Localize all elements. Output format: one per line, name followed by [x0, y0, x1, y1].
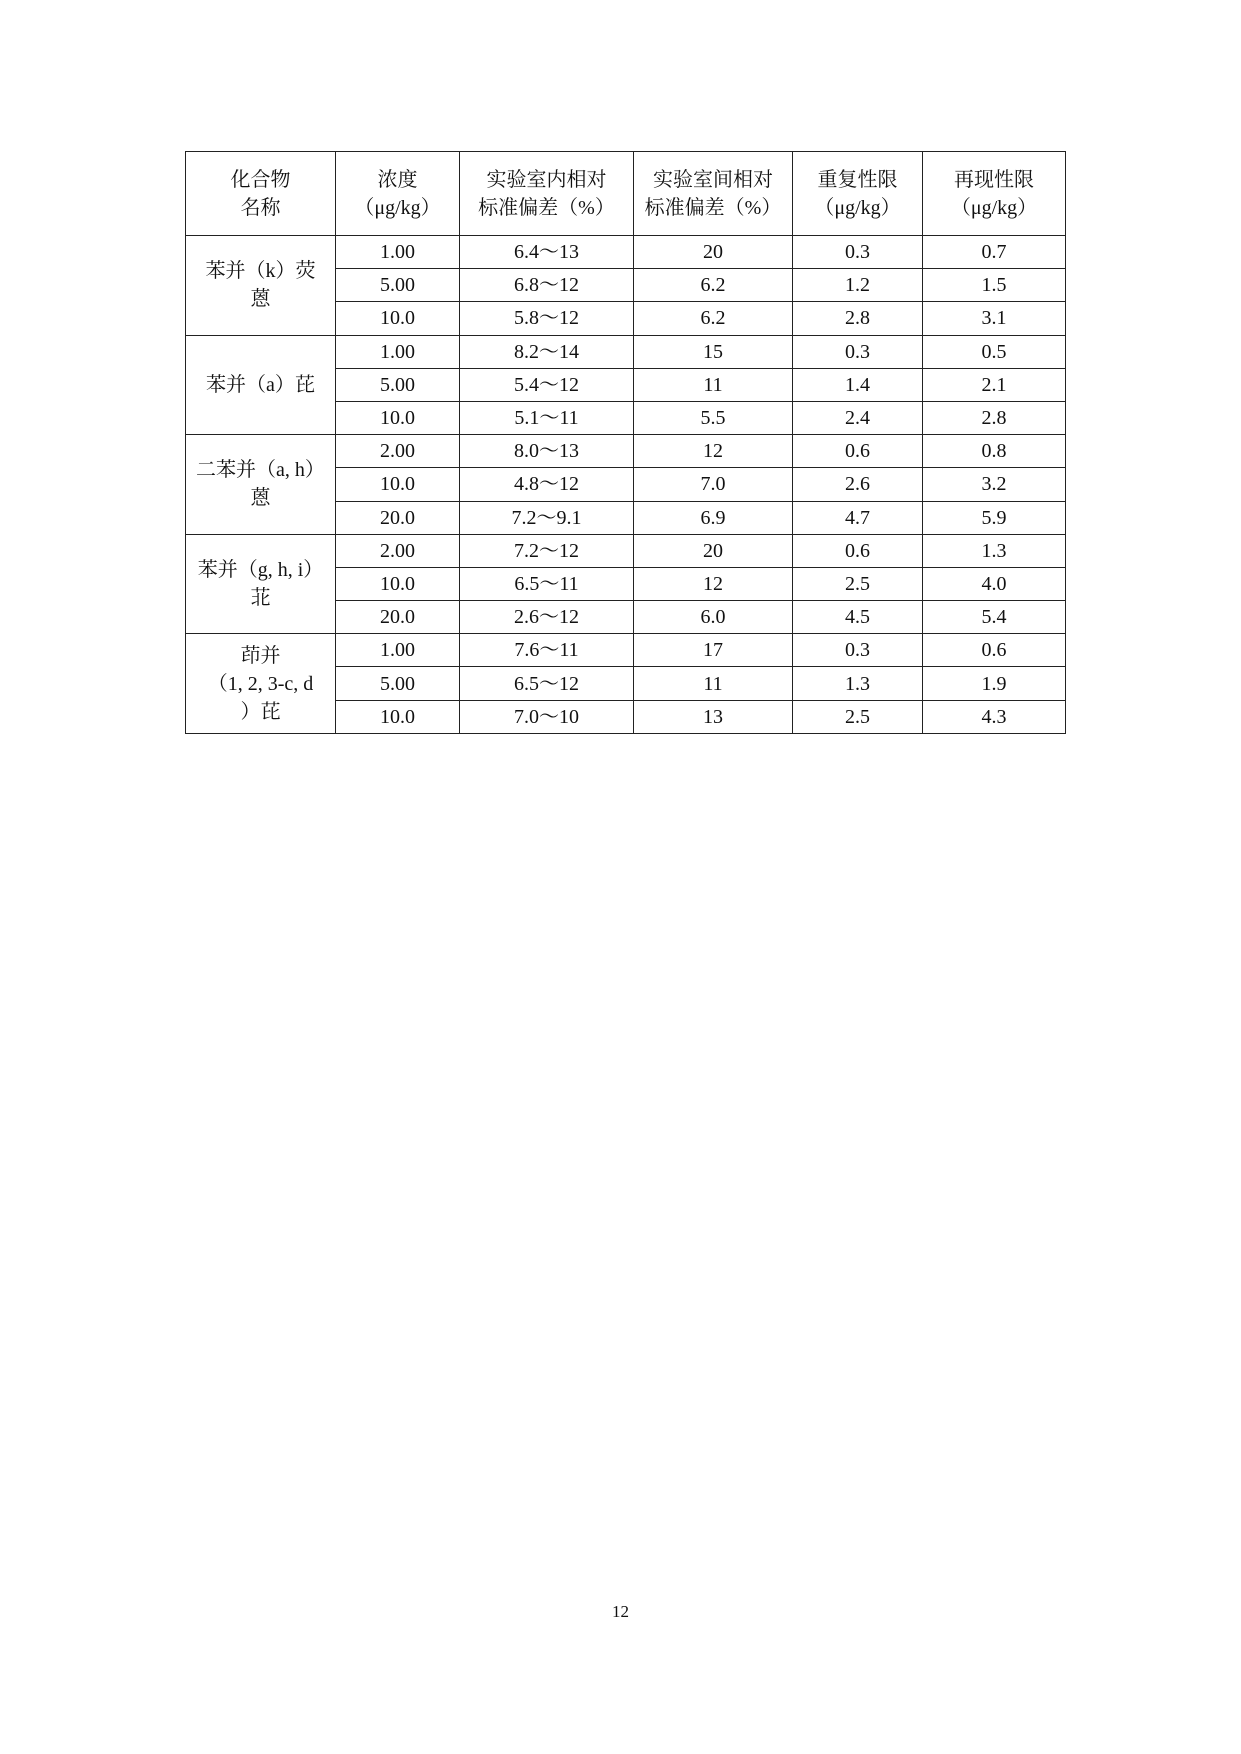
interlab-rsd-cell: 6.2 — [634, 269, 793, 302]
compound-name-cell — [186, 534, 336, 634]
compound-name-line: （1, 2, 3-c, d — [207, 672, 314, 695]
interlab-rsd-cell: 20 — [634, 236, 793, 269]
interlab-rsd-cell: 12 — [634, 567, 793, 600]
header-intralab-rsd — [460, 152, 634, 236]
intralab-rsd-cell: 6.4～13 — [460, 236, 634, 269]
concentration-cell: 10.0 — [336, 302, 460, 335]
table-header — [186, 152, 1066, 236]
reproducibility-limit-cell: 4.0 — [923, 567, 1066, 600]
compound-name-cell — [186, 435, 336, 535]
compound-name-cell — [186, 634, 336, 734]
header-line: 再现性限 — [954, 168, 1034, 191]
reproducibility-limit-cell: 5.9 — [923, 501, 1066, 534]
interlab-rsd-cell: 15 — [634, 335, 793, 368]
repeatability-limit-cell: 1.3 — [793, 667, 923, 700]
reproducibility-limit-cell: 0.7 — [923, 236, 1066, 269]
header-compound-name — [186, 152, 336, 236]
interlab-rsd-cell: 6.9 — [634, 501, 793, 534]
intralab-rsd-cell: 5.4～12 — [460, 368, 634, 401]
compound-name-line: 苝 — [250, 586, 271, 609]
interlab-rsd-cell: 5.5 — [634, 401, 793, 434]
header-line: 名称 — [240, 196, 281, 219]
intralab-rsd-cell: 8.2～14 — [460, 335, 634, 368]
reproducibility-limit-cell: 1.5 — [923, 269, 1066, 302]
concentration-cell: 2.00 — [336, 534, 460, 567]
intralab-rsd-cell: 7.2～9.1 — [460, 501, 634, 534]
repeatability-limit-cell: 0.6 — [793, 435, 923, 468]
repeatability-limit-cell: 2.5 — [793, 700, 923, 733]
intralab-rsd-cell: 8.0～13 — [460, 435, 634, 468]
repeatability-limit-cell: 4.5 — [793, 601, 923, 634]
compound-name-cell — [186, 236, 336, 336]
header-line: 实验室内相对 — [486, 168, 607, 191]
repeatability-limit-cell: 0.3 — [793, 236, 923, 269]
concentration-cell: 2.00 — [336, 435, 460, 468]
compound-name-line: 茚并 — [240, 644, 281, 667]
concentration-cell: 10.0 — [336, 401, 460, 434]
header-line: 实验室间相对 — [653, 168, 773, 191]
concentration-cell: 5.00 — [336, 269, 460, 302]
repeatability-limit-cell: 2.5 — [793, 567, 923, 600]
header-row — [186, 152, 1066, 236]
compound-name-line: 蒽 — [250, 288, 271, 311]
page-number: 12 — [612, 1602, 629, 1621]
concentration-cell: 5.00 — [336, 368, 460, 401]
table-row — [186, 534, 1066, 567]
table-row — [186, 236, 1066, 269]
repeatability-limit-cell: 2.6 — [793, 468, 923, 501]
reproducibility-limit-cell: 0.6 — [923, 634, 1066, 667]
interlab-rsd-cell: 13 — [634, 700, 793, 733]
compound-name-line: 苯并（k）荧 — [205, 260, 316, 283]
header-line: （μg/kg） — [354, 196, 441, 219]
intralab-rsd-cell: 6.5～12 — [460, 667, 634, 700]
concentration-cell: 1.00 — [336, 634, 460, 667]
interlab-rsd-cell: 11 — [634, 368, 793, 401]
interlab-rsd-cell: 6.2 — [634, 302, 793, 335]
interlab-rsd-cell: 11 — [634, 667, 793, 700]
repeatability-limit-cell: 1.2 — [793, 269, 923, 302]
intralab-rsd-cell: 7.0～10 — [460, 700, 634, 733]
precision-data-table — [185, 151, 1066, 734]
header-line: （μg/kg） — [950, 196, 1038, 219]
reproducibility-limit-cell: 3.2 — [923, 468, 1066, 501]
reproducibility-limit-cell: 4.3 — [923, 700, 1066, 733]
concentration-cell: 1.00 — [336, 236, 460, 269]
reproducibility-limit-cell: 5.4 — [923, 601, 1066, 634]
reproducibility-limit-cell: 2.1 — [923, 368, 1066, 401]
intralab-rsd-cell: 6.8～12 — [460, 269, 634, 302]
interlab-rsd-cell: 6.0 — [634, 601, 793, 634]
interlab-rsd-cell: 20 — [634, 534, 793, 567]
intralab-rsd-cell: 5.8～12 — [460, 302, 634, 335]
reproducibility-limit-cell: 2.8 — [923, 401, 1066, 434]
repeatability-limit-cell: 0.3 — [793, 335, 923, 368]
header-line: 浓度 — [377, 168, 418, 191]
reproducibility-limit-cell: 1.9 — [923, 667, 1066, 700]
precision-table-container — [185, 151, 1065, 734]
repeatability-limit-cell: 2.8 — [793, 302, 923, 335]
concentration-cell: 20.0 — [336, 601, 460, 634]
header-reproducibility-limit — [923, 152, 1066, 236]
repeatability-limit-cell: 1.4 — [793, 368, 923, 401]
concentration-cell: 20.0 — [336, 501, 460, 534]
intralab-rsd-cell: 7.2～12 — [460, 534, 634, 567]
table-body — [186, 236, 1066, 734]
intralab-rsd-cell: 7.6～11 — [460, 634, 634, 667]
intralab-rsd-cell: 4.8～12 — [460, 468, 634, 501]
concentration-cell: 10.0 — [336, 468, 460, 501]
interlab-rsd-cell: 7.0 — [634, 468, 793, 501]
interlab-rsd-cell: 12 — [634, 435, 793, 468]
header-line: 标准偏差（%） — [644, 196, 782, 219]
header-line: 标准偏差（%） — [478, 196, 615, 219]
intralab-rsd-cell: 5.1～11 — [460, 401, 634, 434]
reproducibility-limit-cell: 0.8 — [923, 435, 1066, 468]
concentration-cell: 5.00 — [336, 667, 460, 700]
interlab-rsd-cell: 17 — [634, 634, 793, 667]
reproducibility-limit-cell: 1.3 — [923, 534, 1066, 567]
compound-name-line: 蒽 — [250, 487, 271, 510]
compound-name-cell — [186, 335, 336, 435]
compound-name-line: 二苯并（a, h） — [196, 459, 325, 482]
concentration-cell: 1.00 — [336, 335, 460, 368]
reproducibility-limit-cell: 3.1 — [923, 302, 1066, 335]
header-line: 化合物 — [230, 168, 291, 191]
compound-name-line: ）芘 — [240, 700, 281, 723]
repeatability-limit-cell: 4.7 — [793, 501, 923, 534]
intralab-rsd-cell: 6.5～11 — [460, 567, 634, 600]
repeatability-limit-cell: 0.3 — [793, 634, 923, 667]
intralab-rsd-cell: 2.6～12 — [460, 601, 634, 634]
repeatability-limit-cell: 0.6 — [793, 534, 923, 567]
header-line: 重复性限 — [817, 168, 898, 191]
header-repeatability-limit — [793, 152, 923, 236]
table-row — [186, 335, 1066, 368]
repeatability-limit-cell: 2.4 — [793, 401, 923, 434]
table-row — [186, 435, 1066, 468]
concentration-cell: 10.0 — [336, 567, 460, 600]
concentration-cell: 10.0 — [336, 700, 460, 733]
header-concentration — [336, 152, 460, 236]
header-line: （μg/kg） — [814, 196, 901, 219]
header-interlab-rsd — [634, 152, 793, 236]
table-row — [186, 634, 1066, 667]
compound-name-line: 苯并（g, h, i） — [197, 558, 324, 581]
compound-name-line: 苯并（a）芘 — [206, 373, 315, 396]
reproducibility-limit-cell: 0.5 — [923, 335, 1066, 368]
